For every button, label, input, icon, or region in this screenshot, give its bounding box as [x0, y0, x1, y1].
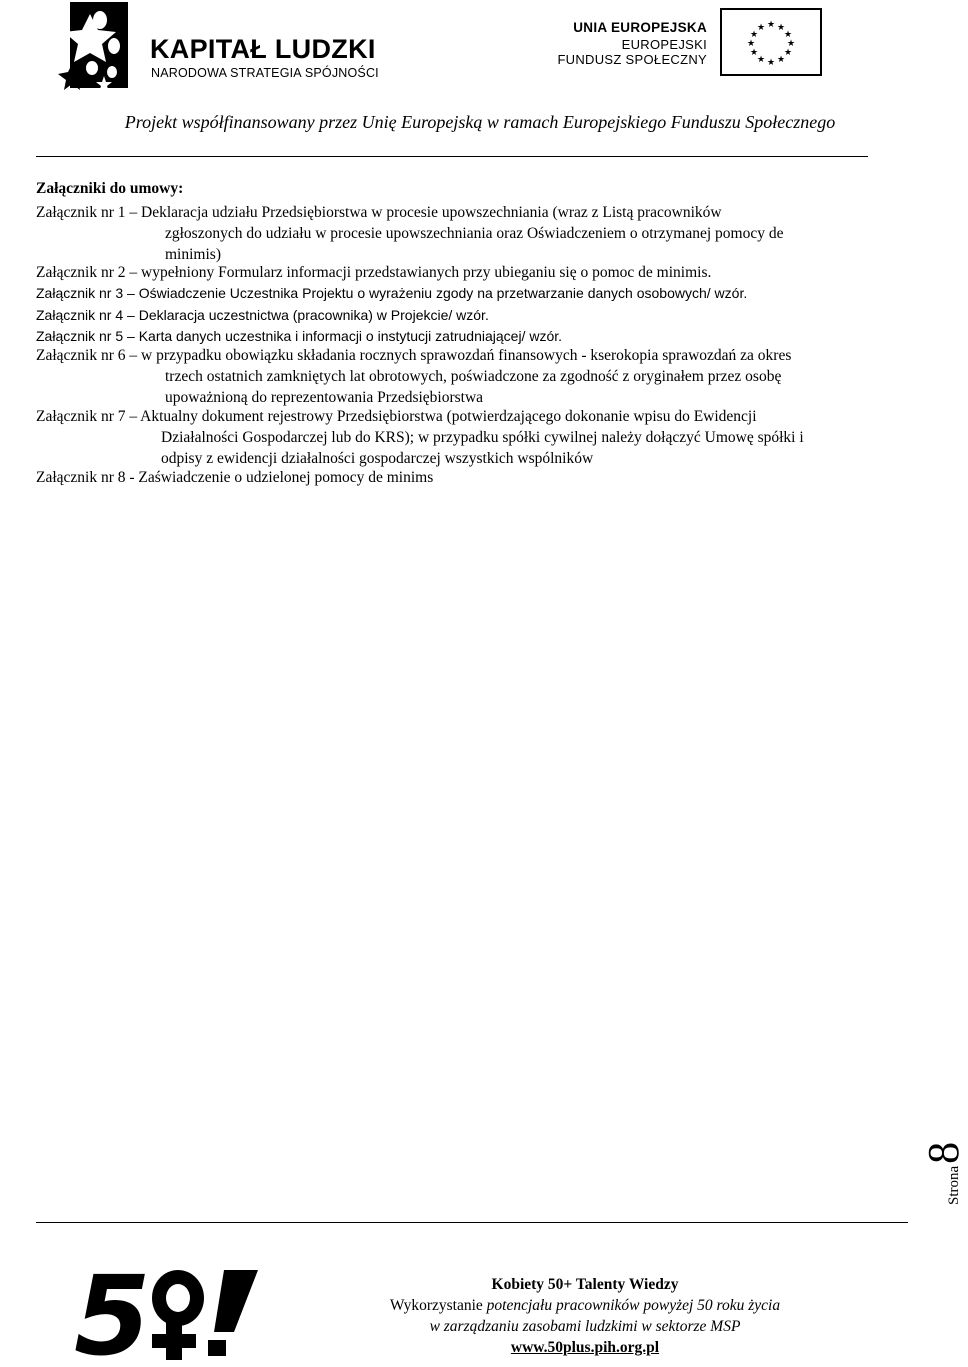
annex-6	[36, 345, 906, 408]
svg-text:★: ★	[749, 48, 759, 58]
eu-logo-line-1: UNIA EUROPEJSKA	[573, 20, 707, 35]
svg-text:★: ★	[746, 39, 756, 49]
page-label: Strona	[946, 1165, 962, 1205]
svg-text:★: ★	[783, 30, 793, 40]
footer-subtitle-normal: Wykorzystanie	[389, 1297, 487, 1314]
header-tagline: Projekt współfinansowany przez Unię Europejską w ramach Europejskiego Funduszu Społecznego	[124, 112, 836, 132]
svg-text:★: ★	[756, 23, 766, 33]
svg-text:★: ★	[749, 30, 759, 40]
eu-flag-icon	[720, 8, 822, 76]
header-divider	[36, 156, 868, 157]
annex-5: Załącznik nr 5 – Karta danych uczestnika i informacji o instytucji zatrudniającej/ wzór.	[36, 328, 563, 344]
footer-divider	[36, 1222, 908, 1223]
footer-subtitle-line-2: w zarządzaniu zasobami ludzkimi w sektorze MSP	[429, 1318, 741, 1335]
annex-1	[36, 202, 896, 265]
page-number-marker	[919, 1125, 968, 1205]
50plus-logo	[74, 1252, 274, 1367]
annex-7-line-2: Działalności Gospodarczej lub do KRS); w przypadku spółki cywilnej należy dołączyć Umowę spółki i	[161, 429, 804, 446]
annex-1-line-2: zgłoszonych do udziału w procesie upowszechniania oraz Oświadczeniem o otrzymanej pomocy de	[165, 225, 784, 242]
svg-text:★: ★	[776, 55, 786, 65]
svg-text:★: ★	[783, 48, 793, 58]
kapital-ludzki-subtitle: NARODOWA STRATEGIA SPÓJNOŚCI	[151, 66, 379, 80]
annex-1-line-3: minimis)	[165, 246, 221, 263]
svg-text:★: ★	[766, 20, 776, 30]
annex-1-line-1: Załącznik nr 1 – Deklaracja udziału Przedsiębiorstwa w procesie upowszechniania (wraz z Listą pracowników	[36, 204, 722, 221]
annex-4: Załącznik nr 4 – Deklaracja uczestnictwa (pracownika) w Projekcie/ wzór.	[36, 307, 489, 323]
svg-text:5: 5	[74, 1252, 151, 1367]
annex-3: Załącznik nr 3 – Oświadczenie Uczestnika Projektu o wyrażeniu zgody na przetwarzanie danych osobowych/ wzór.	[36, 285, 748, 301]
annex-6-line-2: trzech ostatnich zamkniętych lat obrotowych, poświadczone za zgodność z oryginałem przez osobę	[165, 368, 782, 385]
annex-6-line-3: upoważnioną do reprezentowania Przedsiębiorstwa	[165, 389, 484, 406]
svg-text:★: ★	[776, 23, 786, 33]
eu-logo-line-3: FUNDUSZ SPOŁECZNY	[557, 52, 707, 67]
footer-project-name: Kobiety 50+ Talenty Wiedzy	[491, 1276, 679, 1293]
annex-2: Załącznik nr 2 – wypełniony Formularz informacji przedstawianych przy ubieganiu się o pomoc de minimis.	[36, 264, 712, 281]
page-number: 8	[919, 1141, 968, 1164]
annex-6-line-1: Załącznik nr 6 – w przypadku obowiązku składania rocznych sprawozdań finansowych - kserokopia sprawozdań za okres	[36, 347, 792, 364]
svg-text:★: ★	[756, 55, 766, 65]
attachments-heading: Załączniki do umowy:	[36, 180, 184, 197]
kapital-ludzki-title: KAPITAŁ LUDZKI	[150, 34, 376, 64]
footer-website-link[interactable]: www.50plus.pih.org.pl	[510, 1339, 660, 1356]
annex-7	[36, 406, 906, 469]
annex-8: Załącznik nr 8 - Zaświadczenie o udzielonej pomocy de minims	[36, 469, 434, 486]
kapital-ludzki-star-logo	[56, 2, 156, 102]
svg-text:★: ★	[766, 58, 776, 68]
eu-logo-line-2: EUROPEJSKI	[621, 37, 707, 52]
footer-subtitle-line-1	[320, 1296, 850, 1316]
annex-7-line-3: odpisy z ewidencji działalności gospodarczej wszystkich wspólników	[161, 450, 594, 467]
footer-subtitle-italic: potencjału pracowników powyżej 50 roku życia	[486, 1297, 781, 1314]
annex-7-line-1: Załącznik nr 7 – Aktualny dokument rejestrowy Przedsiębiorstwa (potwierdzającego dokonanie wpisu do Ewidencji	[36, 408, 757, 425]
svg-text:★: ★	[786, 39, 796, 49]
